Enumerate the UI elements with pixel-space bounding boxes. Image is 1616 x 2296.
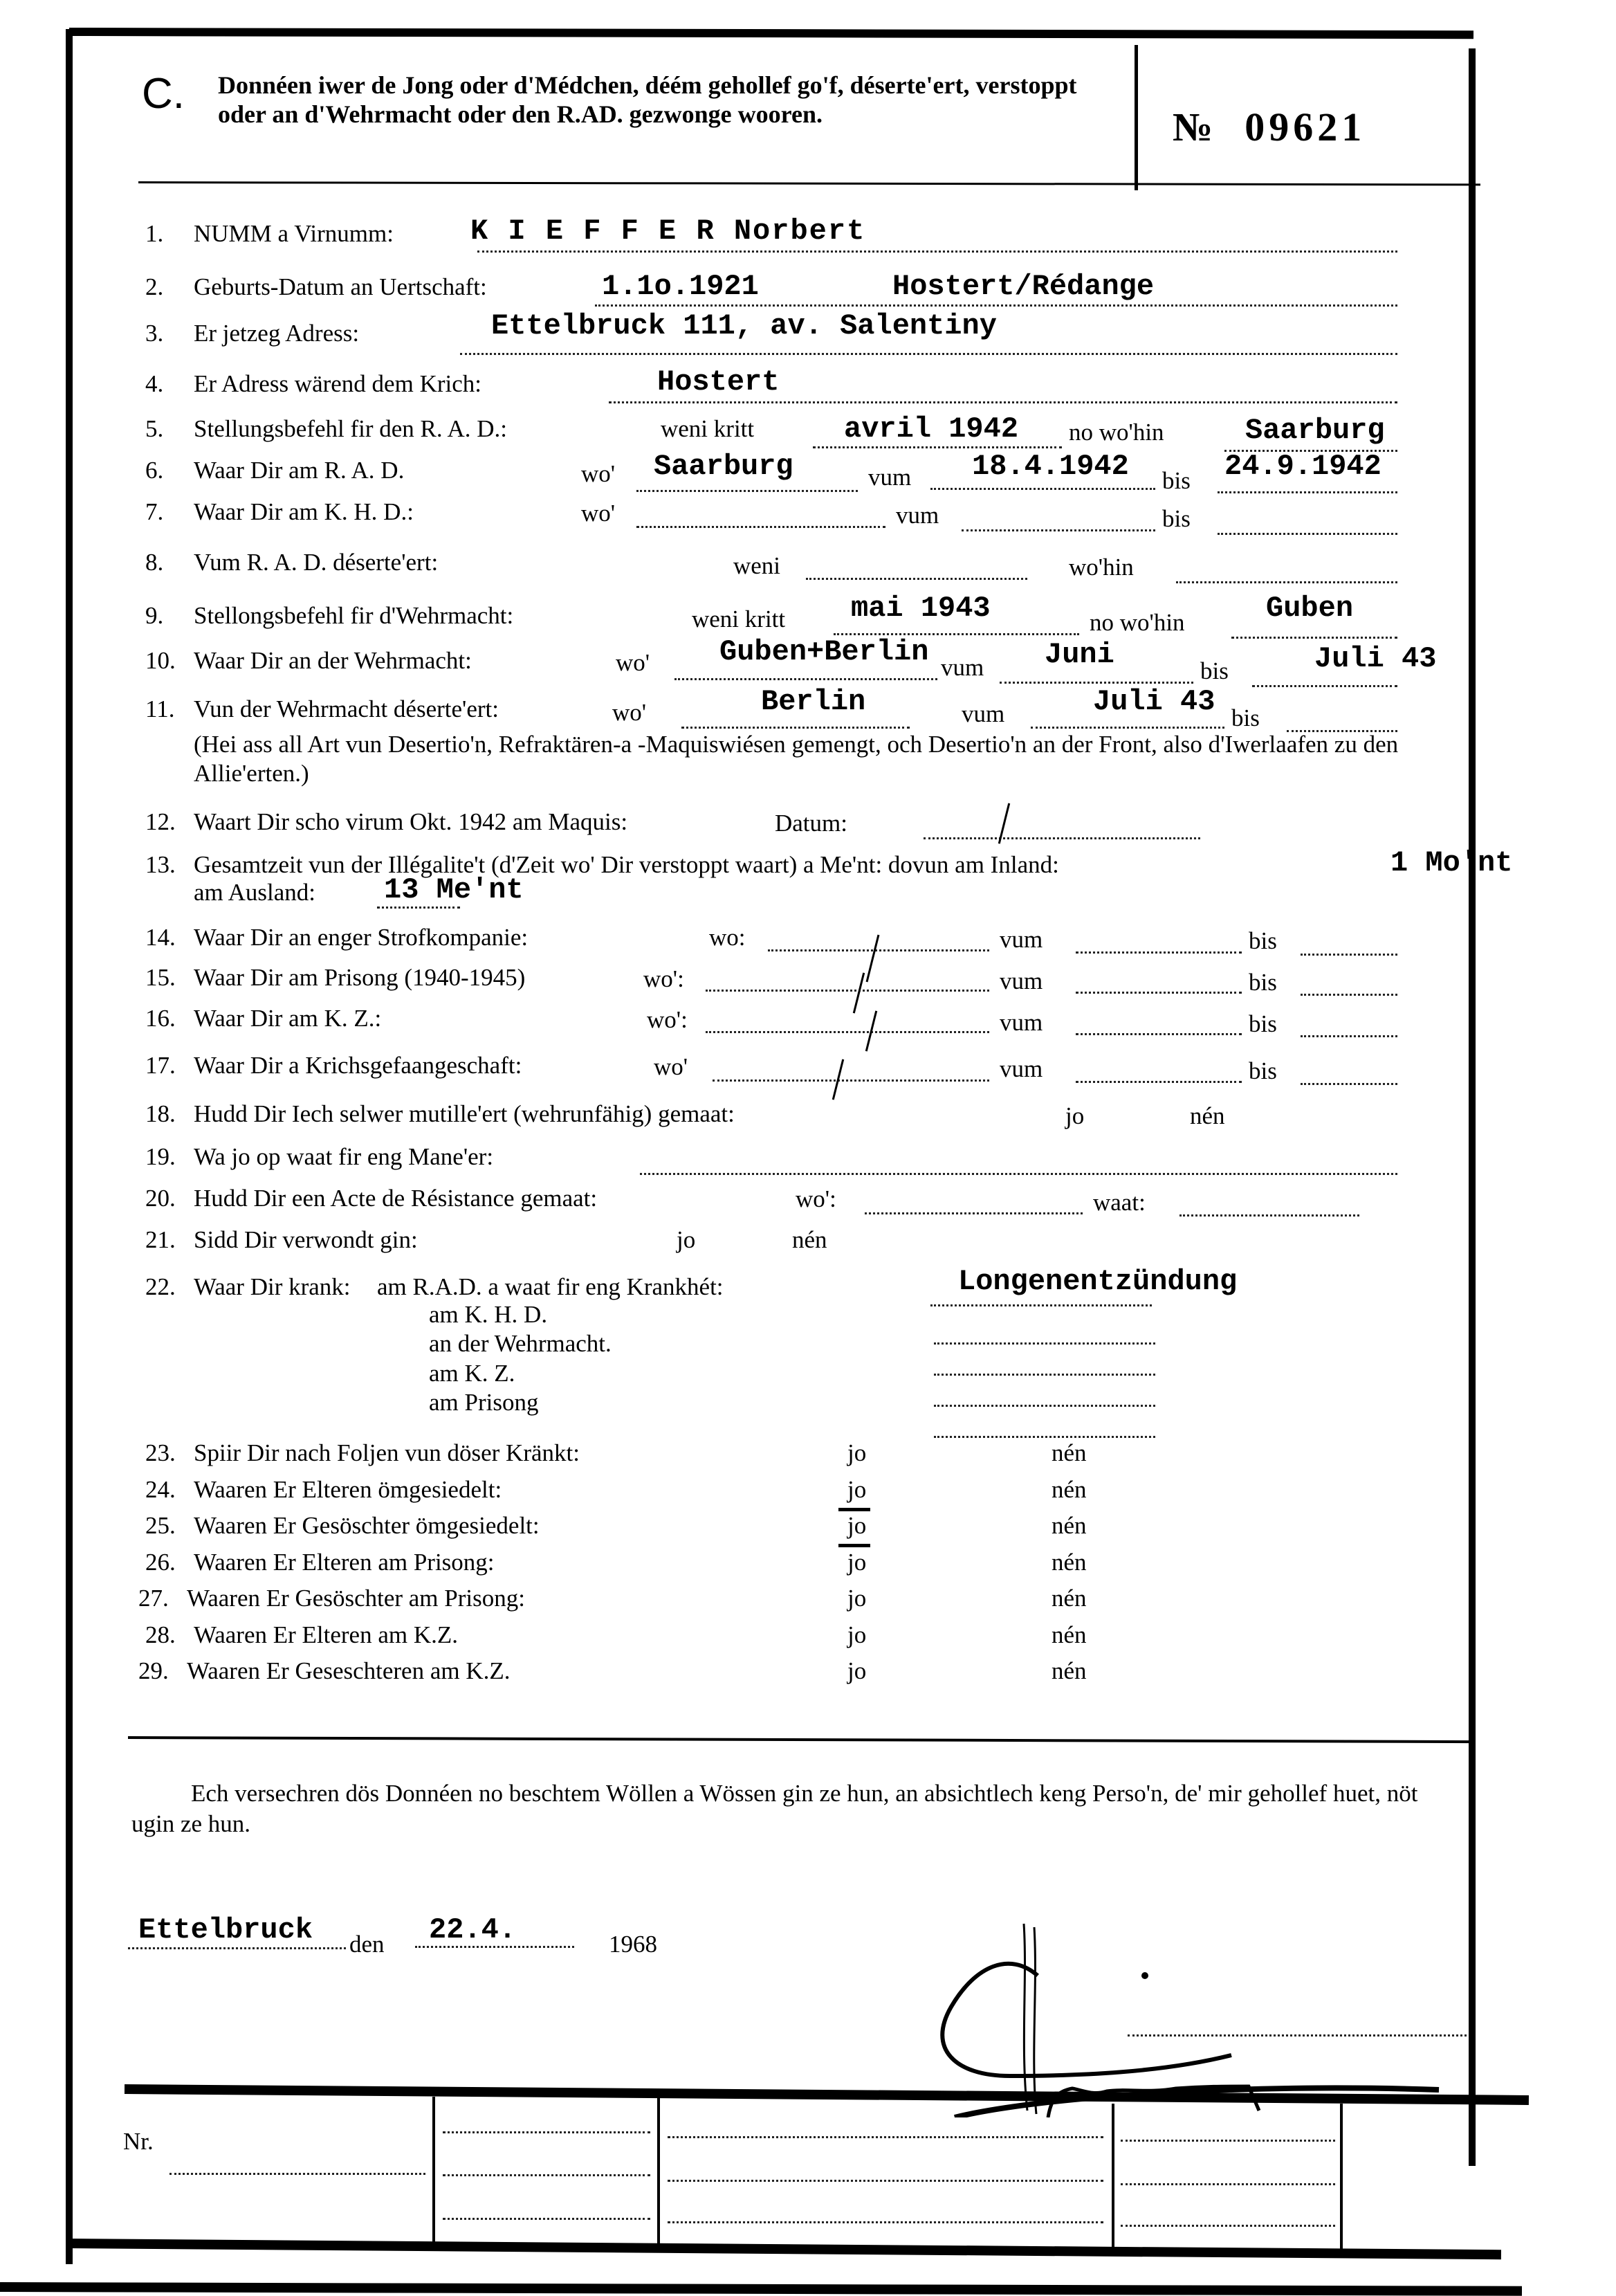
question-label: Stellongsbefehl fir d'Wehrmacht: (194, 602, 514, 629)
desert-where-value: Berlin (761, 685, 866, 718)
no-option[interactable]: nén (1052, 1657, 1087, 1684)
question-label: Waaren Er Elteren am K.Z. (194, 1621, 458, 1648)
question-number: 15. (145, 964, 176, 991)
rad-to-field[interactable] (1218, 491, 1397, 493)
question-number: 7. (145, 498, 164, 525)
question-label: Waar Dir an enger Strofkompanie: (194, 924, 529, 951)
rad-desert-where-field[interactable] (1176, 581, 1397, 583)
wehrmacht-where-field[interactable] (674, 678, 937, 680)
wehrmacht-from-value: Juni (1045, 638, 1114, 671)
strike-slash (853, 973, 865, 1014)
signature-field[interactable] (1128, 2034, 1467, 2037)
question-number: 5. (145, 415, 164, 442)
question-5 (145, 415, 507, 443)
frame-border-top (69, 28, 1473, 39)
rad-from-value: 18.4.1942 (972, 450, 1129, 483)
question-label: Waaren Er Elteren ömgesiedelt: (194, 1475, 502, 1503)
vum-label: vum (962, 700, 1005, 727)
strofkompanie-to-field[interactable] (1301, 954, 1397, 956)
yes-no-question (138, 1585, 525, 1612)
question-13 (145, 851, 1059, 879)
strofkompanie-where-field[interactable] (768, 949, 989, 951)
kz-where-field[interactable] (706, 1031, 989, 1033)
signature-year: 1968 (609, 1931, 657, 1958)
question-number: 19. (145, 1143, 176, 1170)
question-label: Waaren Er Gesöschter am Prisong: (187, 1585, 525, 1612)
wehrmacht-to-field[interactable] (1252, 685, 1397, 687)
question-6 (145, 457, 404, 484)
question-number: 13. (145, 851, 176, 878)
wo-label: wo' (612, 699, 647, 726)
no-option[interactable]: nén (1052, 1621, 1087, 1648)
yes-option[interactable]: jo (1065, 1102, 1085, 1129)
no-option[interactable]: nén (792, 1226, 827, 1253)
khd-where-field[interactable] (636, 526, 885, 528)
question-number: 27. (138, 1585, 169, 1612)
signature-place-value: Ettelbruck (138, 1913, 313, 1947)
table-column-divider (1112, 2104, 1114, 2249)
question-label: Er Adress wärend dem Krich: (194, 370, 481, 397)
vum-label: vum (941, 654, 984, 681)
question-8 (145, 549, 438, 576)
wo-label: wo': (643, 965, 684, 992)
vum-label: vum (1000, 1009, 1043, 1036)
where-label: no wo'hin (1069, 419, 1164, 446)
question-number: 2. (145, 273, 164, 300)
declaration-text: Ech versechren dös Donnéen no beschtem Wöllen a Wössen gin ze hun, an absichtlech keng Perso'n, de' mir gehollef huet, nöt ugin ze hun. (131, 1780, 1418, 1837)
rad-to-value: 24.9.1942 (1224, 450, 1381, 483)
strofkompanie-from-field[interactable] (1076, 951, 1242, 954)
when-label: weni kritt (692, 605, 786, 632)
registry-field[interactable] (1121, 2183, 1335, 2185)
yes-no-question (145, 1439, 580, 1467)
question-number: 21. (145, 1226, 176, 1253)
yes-option[interactable]: jo (847, 1585, 867, 1612)
illness-rad-label: am R.A.D. a waat fir eng Krankhét: (377, 1273, 724, 1300)
bis-label: bis (1231, 704, 1260, 731)
wehrmacht-from-field[interactable] (1000, 682, 1193, 684)
ausland-field[interactable] (377, 906, 460, 909)
question-label: Vum R. A. D. déserte'ert: (194, 549, 439, 576)
question-label: Waaren Er Geseschteren am K.Z. (187, 1657, 511, 1684)
question-label: Waar Dir am K. H. D.: (194, 498, 414, 525)
signature-place-field[interactable] (128, 1947, 346, 1949)
question-20 (145, 1185, 597, 1212)
bis-label: bis (1249, 1010, 1277, 1037)
wo-label: wo' (616, 649, 650, 676)
registry-field[interactable] (443, 2131, 650, 2133)
wehrmacht-order-place-value: Guben (1266, 592, 1354, 625)
wo-label: wo': (796, 1185, 836, 1212)
registry-field[interactable] (668, 2180, 1103, 2182)
number-sign: № (1173, 104, 1218, 149)
no-option[interactable]: nén (1052, 1548, 1087, 1576)
question-3 (145, 320, 359, 347)
birth-date-value: 1.1o.1921 (602, 270, 759, 303)
vum-label: vum (1000, 1055, 1043, 1082)
question-number: 17. (145, 1052, 176, 1079)
khd-to-field[interactable] (1218, 533, 1397, 535)
question-number: 26. (145, 1548, 176, 1576)
yes-no-question (138, 1657, 511, 1685)
war-address-value: Hostert (657, 365, 780, 399)
prisong-from-field[interactable] (1076, 992, 1242, 994)
illness-khd-field[interactable] (934, 1342, 1155, 1345)
vum-label: vum (1000, 926, 1043, 953)
wo-label: wo': (647, 1006, 688, 1033)
question-number: 16. (145, 1005, 176, 1032)
prisong-to-field[interactable] (1301, 994, 1397, 996)
illness-kz-label: am K. Z. (429, 1360, 515, 1387)
wehrmacht-where-value: Guben+Berlin (719, 635, 929, 668)
question-number: 25. (145, 1512, 176, 1539)
question-number: 12. (145, 808, 176, 835)
kz-from-field[interactable] (1076, 1033, 1242, 1035)
illness-wehrmacht-label: an der Wehrmacht. (429, 1330, 612, 1357)
question-number: 9. (145, 602, 164, 629)
no-option[interactable]: nén (1190, 1102, 1225, 1129)
question-label: Waart Dir scho virum Okt. 1942 am Maquis: (194, 808, 628, 835)
frame-border-left (66, 29, 73, 2264)
question-label: Geburts-Datum an Uertschaft: (194, 273, 487, 300)
bis-label: bis (1249, 1057, 1277, 1084)
question-number: 14. (145, 924, 176, 951)
question-number: 28. (145, 1621, 176, 1648)
bis-label: bis (1200, 657, 1229, 684)
question-21 (145, 1226, 418, 1254)
ausland-label: am Ausland: (194, 879, 315, 906)
illness-khd-label: am K. H. D. (429, 1301, 548, 1328)
question-label: Waaren Er Elteren am Prisong: (194, 1548, 495, 1576)
question-number: 3. (145, 320, 164, 347)
yes-option[interactable]: jo (847, 1548, 867, 1576)
den-label: den (349, 1931, 385, 1958)
rad-order-place-value: Saarburg (1245, 414, 1385, 447)
strike-slash (866, 935, 880, 983)
no-option[interactable]: nén (1052, 1512, 1087, 1539)
question-label: Waar Dir am K. Z.: (194, 1005, 382, 1032)
wo-label: wo' (581, 460, 616, 487)
yes-option[interactable]: jo (847, 1621, 867, 1648)
yes-option[interactable]: jo (677, 1226, 696, 1253)
question-label: Sidd Dir verwondt gin: (194, 1226, 418, 1253)
illness-kz-field[interactable] (934, 1405, 1155, 1407)
current-address-field[interactable] (460, 353, 1397, 355)
name-value: K I E F F E R Norbert (470, 215, 866, 248)
when-label: weni (733, 552, 781, 579)
question-number: 24. (145, 1475, 176, 1503)
datum-label: Datum: (775, 810, 847, 837)
no-option[interactable]: nén (1052, 1475, 1087, 1503)
signature-date-value: 22.4. (429, 1913, 517, 1947)
registry-field[interactable] (1121, 2140, 1335, 2142)
question-label: Vun der Wehrmacht déserte'ert: (194, 695, 499, 722)
bis-label: bis (1249, 969, 1277, 996)
registry-nr-field[interactable] (169, 2173, 425, 2175)
illness-prisong-label: am Prisong (429, 1389, 539, 1416)
question-10 (145, 647, 472, 675)
question-label: Spiir Dir nach Foljen vun döser Kränkt: (194, 1439, 580, 1466)
no-option[interactable]: nén (1052, 1439, 1087, 1466)
question-4 (145, 370, 481, 398)
birth-place-value: Hostert/Rédange (892, 270, 1155, 303)
selected-answer-underline (838, 1544, 870, 1547)
desert-where-field[interactable] (681, 727, 910, 729)
registry-field[interactable] (668, 2136, 1103, 2138)
question-1 (145, 220, 394, 248)
wehrmacht-order-place-field[interactable] (1231, 637, 1397, 639)
wo-label: wo: (709, 924, 746, 951)
wo-label: wo' (581, 500, 616, 527)
inland-months-value: 1 Mo'nt (1390, 846, 1513, 880)
declaration-rule (128, 1736, 1473, 1743)
yes-option[interactable]: jo (847, 1439, 867, 1466)
illness-rad-value: Longenentzündung (958, 1265, 1238, 1298)
document-number-value: 09621 (1245, 104, 1366, 149)
question-number: 10. (145, 647, 176, 674)
question-label: Waar Dir an der Wehrmacht: (194, 647, 472, 674)
vum-label: vum (868, 464, 912, 491)
question-label: Hudd Dir een Acte de Résistance gemaat: (194, 1185, 598, 1212)
question-label: Gesamtzeit vun der Illégalite't (d'Zeit wo' Dir verstoppt waart) a Me'nt: dovun am Inland: (194, 851, 1059, 878)
khd-from-field[interactable] (962, 529, 1155, 531)
illness-rad-field[interactable] (930, 1304, 1152, 1306)
kz-to-field[interactable] (1301, 1035, 1397, 1037)
question-number: 18. (145, 1100, 176, 1127)
question-number: 1. (145, 220, 164, 247)
prisong-where-field[interactable] (706, 990, 989, 992)
illness-wehrmacht-field[interactable] (934, 1374, 1155, 1376)
resistance-where-field[interactable] (865, 1212, 1083, 1214)
bis-label: bis (1249, 927, 1277, 954)
yes-option[interactable]: jo (847, 1512, 867, 1539)
rad-order-date-value: avril 1942 (844, 412, 1019, 446)
registry-table-bottom-rule (69, 2239, 1501, 2259)
handwritten-signature (899, 1910, 1522, 2117)
rad-where-field[interactable] (636, 490, 858, 492)
yes-no-question (145, 1621, 458, 1649)
question-17 (145, 1052, 522, 1079)
question-16 (145, 1005, 381, 1032)
desert-from-value: Juli 43 (1093, 685, 1215, 718)
where-label: wo'hin (1069, 554, 1134, 581)
question-22 (145, 1273, 351, 1301)
pow-from-field[interactable] (1076, 1081, 1242, 1083)
question-label: NUMM a Virnumm: (194, 220, 394, 247)
question-number: 22. (145, 1273, 176, 1300)
where-label: no wo'hin (1090, 609, 1185, 636)
resistance-what-field[interactable] (1179, 1214, 1359, 1217)
question-2 (145, 273, 487, 301)
vum-label: vum (896, 502, 939, 529)
bis-label: bis (1162, 467, 1191, 494)
question-number: 4. (145, 370, 164, 397)
question-label: Waar Dir krank: (194, 1273, 351, 1300)
document-number (1173, 104, 1366, 150)
question-number: 20. (145, 1185, 176, 1212)
section-letter: C. (142, 70, 185, 118)
desert-from-field[interactable] (1031, 727, 1224, 729)
waat-label: waat: (1093, 1189, 1146, 1216)
header-divider (1135, 45, 1138, 190)
question-15 (145, 964, 525, 992)
maquis-date-field[interactable] (924, 837, 1200, 839)
question-label: Hudd Dir Iech selwer mutille'ert (wehrunfähig) gemaat: (194, 1100, 735, 1127)
illness-prisong-field[interactable] (934, 1436, 1155, 1438)
question-number: 8. (145, 549, 164, 576)
question-label: Wa jo op waat fir eng Mane'er: (194, 1143, 494, 1170)
table-column-divider (1340, 2104, 1343, 2250)
registry-nr-label: Nr. (123, 2128, 154, 2155)
question-number: 6. (145, 457, 164, 484)
no-option[interactable]: nén (1052, 1585, 1087, 1612)
vum-label: vum (1000, 967, 1043, 994)
yes-option[interactable]: jo (847, 1657, 867, 1684)
bis-label: bis (1162, 505, 1191, 532)
registry-field[interactable] (668, 2221, 1103, 2223)
when-label: weni kritt (661, 415, 755, 442)
table-column-divider (657, 2097, 660, 2245)
header-rule (138, 181, 1480, 185)
question-label: Waar Dir am Prisong (1940-1945) (194, 964, 526, 991)
rad-where-value: Saarburg (654, 450, 793, 483)
yes-no-question (145, 1512, 540, 1540)
question-12 (145, 808, 627, 836)
question-14 (145, 924, 528, 951)
registry-field[interactable] (1121, 2225, 1335, 2227)
wehrmacht-to-value: Juli 43 (1314, 642, 1437, 675)
yes-no-question (145, 1549, 495, 1576)
frame-border-right (1469, 48, 1476, 2166)
question-label: Waaren Er Gesöschter ömgesiedelt: (194, 1512, 540, 1539)
rad-from-field[interactable] (930, 488, 1155, 490)
mutilation-manner-field[interactable] (640, 1173, 1397, 1175)
birth-field[interactable] (595, 304, 1397, 307)
question-label: Stellungsbefehl fir den R. A. D.: (194, 415, 508, 442)
question-label: Waar Dir a Krichsgefaangeschaft: (194, 1052, 522, 1079)
yes-option[interactable]: jo (847, 1475, 867, 1503)
pow-where-field[interactable] (713, 1079, 989, 1082)
name-field[interactable] (477, 250, 1397, 253)
registry-field[interactable] (443, 2218, 650, 2220)
question-7 (145, 498, 414, 526)
ausland-months-value: 13 Me'nt (384, 873, 524, 906)
registry-field[interactable] (443, 2174, 650, 2176)
selected-answer-underline (838, 1508, 870, 1511)
yes-no-question (145, 1476, 502, 1504)
question-label: Waar Dir am R. A. D. (194, 457, 405, 484)
desertion-note: (Hei ass all Art vun Desertio'n, Refraktären-a -Maquiswiésen gemengt, och Desertio'n an der Front, also d'Iwerlaafen zu den Allie'erten.) (194, 731, 1399, 787)
pow-to-field[interactable] (1301, 1083, 1397, 1085)
war-address-field[interactable] (609, 401, 1397, 403)
question-label: Er jetzeg Adress: (194, 320, 360, 347)
question-18 (145, 1100, 735, 1128)
question-9 (145, 602, 513, 630)
form-title: Donnéen iwer de Jong oder d'Médchen, déém gehollef go'f, déserte'ert, verstoppt oder an d'Wehrmacht oder den R.AD. gezwonge wooren. (218, 71, 1077, 128)
question-11 (145, 695, 499, 723)
wo-label: wo' (654, 1053, 688, 1080)
wehrmacht-order-date-value: mai 1943 (851, 592, 991, 625)
question-number: 11. (145, 695, 175, 722)
question-number: 29. (138, 1657, 169, 1684)
current-address-value: Ettelbruck 111, av. Salentiny (491, 309, 997, 343)
question-19 (145, 1143, 493, 1171)
rad-order-date-field[interactable] (813, 446, 1062, 448)
question-number: 23. (145, 1439, 176, 1466)
rad-desert-when-field[interactable] (806, 578, 1027, 580)
table-column-divider (432, 2097, 435, 2242)
